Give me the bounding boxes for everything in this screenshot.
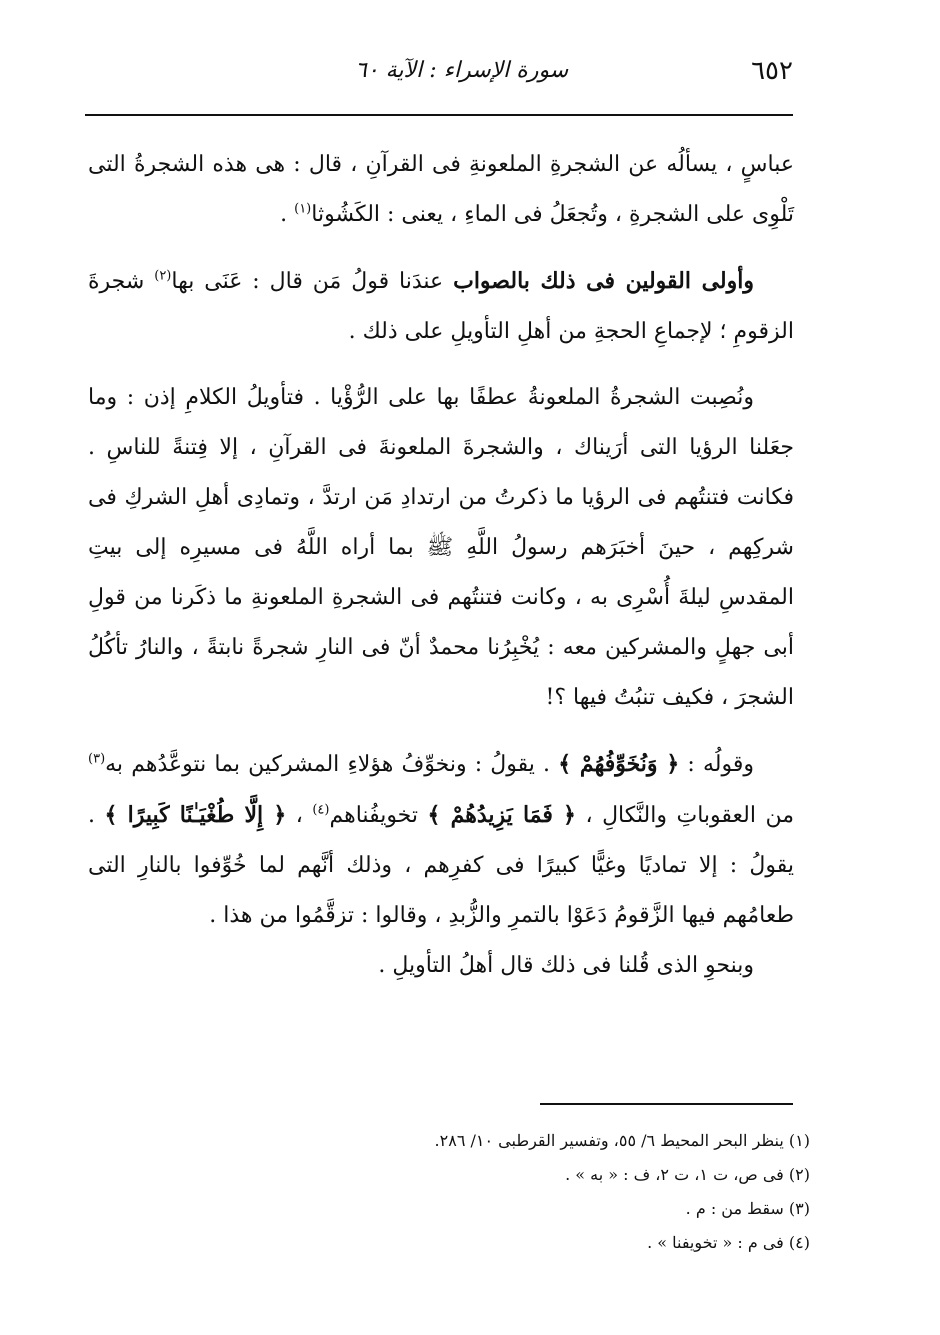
footnote-2: (٢) فى ص، ت ١، ت ٢، ف : « به » .	[565, 1165, 810, 1184]
page-number: ٦٥٢	[751, 56, 793, 86]
paragraph-1-text: عباسٍ ، يسألُه عن الشجرةِ الملعونةِ فى القرآنِ ، قال : هى هذه الشجرةُ التى تَلْوِى على الشجرةِ ، وتُجعَلُ فى الماءِ ، يعنى : الكَشُوثا	[88, 152, 794, 227]
footnote-3: (٣) سقط من : م .	[685, 1199, 810, 1218]
header-rule	[85, 114, 793, 116]
footnote-ref-4: (٤)	[312, 802, 330, 818]
paragraph-2	[88, 256, 794, 357]
paragraph-1-end: .	[280, 202, 295, 227]
paragraph-4-e: ،	[286, 803, 313, 828]
quran-quote-2: ﴿ فَمَا يَزِيدُهُمْ ﴾	[427, 802, 576, 828]
quran-quote-1: ﴿ وَنُخَوِّفُهُمْ ﴾	[558, 751, 680, 777]
running-title: سورة الإسراء : الآية ٦٠	[355, 58, 569, 83]
footnote-ref-3: (٣)	[88, 751, 106, 767]
paragraph-4-a: وقولُه :	[679, 752, 754, 777]
paragraph-3	[88, 373, 794, 723]
paragraph-2-lead: وأولى القولين فى ذلك بالصواب	[453, 268, 754, 294]
footnotes	[300, 1124, 810, 1260]
main-text	[88, 140, 794, 991]
paragraph-5	[88, 941, 794, 991]
footnote-ref-2: (٢)	[154, 268, 172, 284]
paragraph-3-text: ونُصِبت الشجرةُ الملعونةُ عطفًا بها على الرُّؤْيا . فتأويلُ الكلامِ إذن : وما جعَلنا الرؤيا التى أرَيناك ، والشجرةَ الملعونةَ فى القرآنِ ، إلا فِتنةً للناسِ . فكانت فتنتُهم فى الرؤيا ما ذكرتُ من ارتدادِ مَن ارتدَّ ، وتمادِى أهلِ الشركِ فى شركِهم ، حينَ أخبَرَهم رسولُ اللَّهِ ﷺ بما أراه اللَّهُ فى مسيرِه إلى بيتِ المقدسِ ليلةَ أُسْرِى به ، وكانت فتنتُهم فى الشجرةِ الملعونةِ ما ذكَرنا من قولِ أبى جهلٍ والمشركين معه : يُخْبِرُنا محمدٌ أنّ فى النارِ شجرةً نابتةً ، والنارُ تأكُلُ الشجرَ ، فكيف تنبُتُ فيها ؟!	[88, 385, 794, 710]
footnote-1: (١) ينظر البحر المحيط ٦/ ٥٥، وتفسير القرطبى ١٠/ ٢٨٦.	[434, 1131, 810, 1150]
paragraph-5-text: وبنحوِ الذى قُلنا فى ذلك قال أهلُ التأويلِ .	[378, 953, 754, 978]
paragraph-1	[88, 140, 794, 240]
paragraph-4	[88, 739, 794, 941]
footnote-separator	[540, 1103, 793, 1105]
footnote-ref-1: (١)	[294, 201, 312, 217]
quran-quote-3: ﴿ إِلَّا طُغْيَـٰنًا كَبِيرًا ﴾	[104, 802, 287, 828]
paragraph-4-f: . يقولُ : إلا تماديًا وغيًّا كبيرًا فى كفرِهم ، وذلك أنَّهم لما خُوِّفوا بالنارِ التى طعامُهم فيها الزَّقومُ دَعَوْا بالتمرِ والزُّبدِ ، وقالوا : تزقَّمُوا من هذا .	[88, 803, 794, 928]
footnote-4: (٤) فى م : « تخويفنا » .	[647, 1233, 810, 1252]
paragraph-4-d: تخويفُناهم	[329, 803, 428, 828]
paragraph-2-text: عندَنا قولُ مَن قال : عَنَى بها	[171, 269, 454, 294]
paragraph-4-b: . يقولُ : ونخوِّفُ هؤلاءِ المشركين بما نتوعَّدُهم به	[105, 752, 559, 777]
paragraph-4-c: من العقوباتِ والنَّكالِ ،	[575, 803, 794, 828]
paragraph-2-rest: شجرةَ الزقومِ ؛ لإجماعِ الحجةِ من أهلِ التأويلِ على ذلك .	[88, 269, 794, 344]
page-header	[85, 48, 793, 116]
